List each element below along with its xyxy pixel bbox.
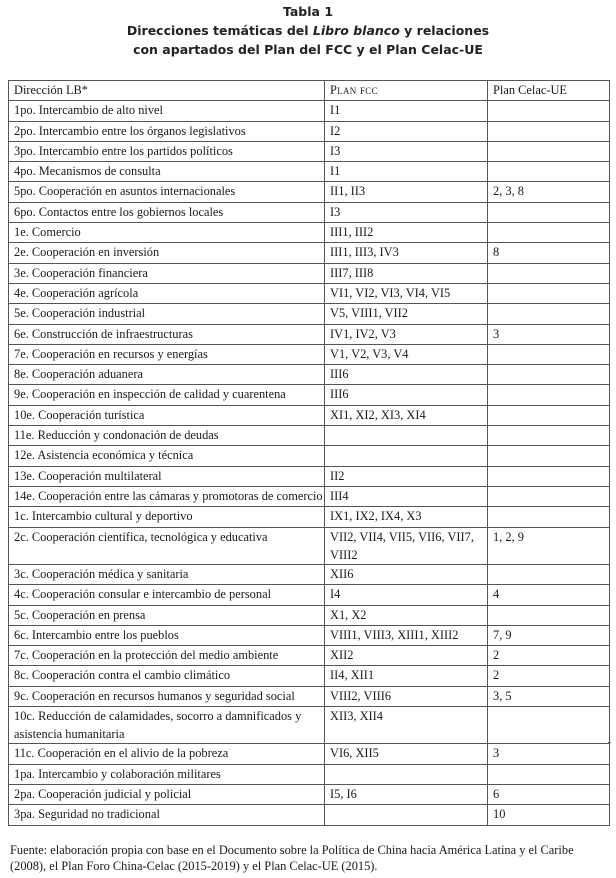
cell-direccion: 3pa. Seguridad no tradicional [9, 805, 325, 825]
cell-plan-celac-ue: 3 [488, 324, 610, 344]
cell-plan-fcc: III1, III3, IV3 [325, 243, 488, 263]
cell-plan-celac-ue [488, 162, 610, 182]
cell-plan-celac-ue: 6 [488, 785, 610, 805]
table-row [9, 365, 610, 385]
cell-plan-fcc: X1, X2 [325, 605, 488, 625]
cell-direccion: 4c. Cooperación consular e intercambio de personal [9, 585, 325, 605]
cell-plan-fcc: XI1, XI2, XI3, XI4 [325, 405, 488, 425]
cell-plan-celac-ue [488, 405, 610, 425]
cell-direccion: 11e. Reducción y condonación de deudas [9, 426, 325, 446]
cell-plan-fcc [325, 764, 488, 784]
table-row [9, 605, 610, 625]
cell-plan-celac-ue [488, 101, 610, 121]
cell-direccion: 8e. Cooperación aduanera [9, 365, 325, 385]
cell-plan-fcc: VI6, XII5 [325, 744, 488, 764]
table-row [9, 785, 610, 805]
table-row [9, 527, 610, 564]
table-row [9, 446, 610, 466]
cell-plan-celac-ue [488, 385, 610, 405]
cell-plan-fcc: I3 [325, 141, 488, 161]
table-row [9, 385, 610, 405]
cell-direccion: 12e. Asistencia económica y técnica [9, 446, 325, 466]
cell-plan-celac-ue: 7, 9 [488, 625, 610, 645]
cell-plan-celac-ue: 2, 3, 8 [488, 182, 610, 202]
table-row [9, 304, 610, 324]
cell-plan-celac-ue [488, 605, 610, 625]
cell-plan-celac-ue [488, 446, 610, 466]
cell-direccion: 6po. Contactos entre los gobiernos locales [9, 202, 325, 222]
cell-direccion: 2po. Intercambio entre los órganos legislativos [9, 121, 325, 141]
cell-plan-celac-ue: 3 [488, 744, 610, 764]
cell-direccion: 7e. Cooperación en recursos y energías [9, 344, 325, 364]
table-row [9, 121, 610, 141]
cell-direccion: 2e. Cooperación en inversión [9, 243, 325, 263]
table-row [9, 283, 610, 303]
cell-plan-fcc: I1 [325, 162, 488, 182]
cell-plan-fcc: III6 [325, 385, 488, 405]
cell-plan-fcc: XII6 [325, 564, 488, 584]
title-part2: y relaciones [399, 23, 490, 38]
cell-direccion: 6e. Construcción de infraestructuras [9, 324, 325, 344]
title-italic: Libro blanco [312, 23, 400, 38]
table-header-row [9, 81, 610, 101]
cell-direccion: 10e. Cooperación turística [9, 405, 325, 425]
table-row [9, 101, 610, 121]
cell-direccion: 14e. Cooperación entre las cámaras y promotoras de comercio [9, 486, 325, 506]
cell-plan-fcc: VIII2, VIII6 [325, 686, 488, 706]
table-row [9, 585, 610, 605]
cell-plan-celac-ue [488, 121, 610, 141]
cell-direccion: 1e. Comercio [9, 223, 325, 243]
cell-direccion: 1po. Intercambio de alto nivel [9, 101, 325, 121]
cell-direccion: 2c. Cooperación científica, tecnológica y educativa [9, 527, 325, 564]
cell-plan-fcc: III4 [325, 486, 488, 506]
cell-plan-fcc: I5, I6 [325, 785, 488, 805]
cell-plan-celac-ue: 8 [488, 243, 610, 263]
column-header-direccion: Dirección LB* [9, 81, 325, 101]
cell-direccion: 8c. Cooperación contra el cambio climático [9, 666, 325, 686]
cell-plan-fcc: I2 [325, 121, 488, 141]
cell-plan-fcc [325, 446, 488, 466]
table-row [9, 564, 610, 584]
cell-plan-fcc: III6 [325, 365, 488, 385]
table-row [9, 182, 610, 202]
table-row [9, 223, 610, 243]
cell-plan-fcc: IV1, IV2, V3 [325, 324, 488, 344]
cell-plan-celac-ue: 1, 2, 9 [488, 527, 610, 564]
cell-plan-fcc: II1, II3 [325, 182, 488, 202]
cell-direccion: 4po. Mecanismos de consulta [9, 162, 325, 182]
cell-plan-celac-ue: 3, 5 [488, 686, 610, 706]
cell-plan-celac-ue [488, 263, 610, 283]
cell-direccion: 3e. Cooperación financiera [9, 263, 325, 283]
cell-direccion: 5e. Cooperación industrial [9, 304, 325, 324]
cell-plan-celac-ue [488, 283, 610, 303]
cell-plan-celac-ue [488, 344, 610, 364]
table-row [9, 324, 610, 344]
table-row [9, 344, 610, 364]
title-part1: Direcciones temáticas del [126, 23, 313, 38]
cell-plan-fcc: V1, V2, V3, V4 [325, 344, 488, 364]
cell-plan-celac-ue [488, 304, 610, 324]
cell-plan-celac-ue [488, 426, 610, 446]
cell-plan-fcc: III7, III8 [325, 263, 488, 283]
table-row [9, 666, 610, 686]
cell-plan-celac-ue: 2 [488, 666, 610, 686]
cell-plan-fcc: III1, III2 [325, 223, 488, 243]
cell-direccion: 3po. Intercambio entre los partidos políticos [9, 141, 325, 161]
table-body [9, 101, 610, 825]
cell-direccion: 4e. Cooperación agrícola [9, 283, 325, 303]
table-row [9, 764, 610, 784]
table-row [9, 744, 610, 764]
cell-direccion: 5po. Cooperación en asuntos internacionales [9, 182, 325, 202]
cell-plan-fcc: I1 [325, 101, 488, 121]
cell-direccion: 11c. Cooperación en el alivio de la pobreza [9, 744, 325, 764]
cell-direccion: 5c. Cooperación en prensa [9, 605, 325, 625]
cell-direccion: 13e. Cooperación multilateral [9, 466, 325, 486]
table-title [0, 21, 616, 59]
table-row [9, 141, 610, 161]
cell-plan-celac-ue: 4 [488, 585, 610, 605]
table-row [9, 162, 610, 182]
table-row [9, 426, 610, 446]
cell-plan-celac-ue [488, 223, 610, 243]
cell-plan-fcc: V5, VIII1, VII2 [325, 304, 488, 324]
table-row [9, 646, 610, 666]
cell-plan-fcc: VI1, VI2, VI3, VI4, VI5 [325, 283, 488, 303]
cell-plan-celac-ue [488, 365, 610, 385]
cell-direccion: 7c. Cooperación en la protección del medio ambiente [9, 646, 325, 666]
cell-plan-celac-ue: 10 [488, 805, 610, 825]
table-row [9, 805, 610, 825]
cell-direccion: 6c. Intercambio entre los pueblos [9, 625, 325, 645]
cell-plan-fcc: II4, XII1 [325, 666, 488, 686]
cell-plan-fcc: IX1, IX2, IX4, X3 [325, 507, 488, 527]
table-row [9, 486, 610, 506]
cell-plan-fcc [325, 426, 488, 446]
cell-plan-fcc [325, 805, 488, 825]
source-note: Fuente: elaboración propia con base en el Documento sobre la Política de China hacia América Latina y el Caribe (2008), el Plan Foro China-Celac (2015-2019) y el Plan Celac-UE (2015). [10, 843, 574, 873]
cell-direccion: 3c. Cooperación médica y sanitaria [9, 564, 325, 584]
cell-plan-fcc: I3 [325, 202, 488, 222]
table-row [9, 625, 610, 645]
table-row [9, 263, 610, 283]
cell-plan-fcc: II2 [325, 466, 488, 486]
cell-plan-fcc: I4 [325, 585, 488, 605]
table-row [9, 202, 610, 222]
table-row [9, 405, 610, 425]
cell-plan-fcc: XII3, XII4 [325, 707, 488, 744]
cell-direccion: 10c. Reducción de calamidades, socorro a damnificados y asistencia humanitaria [9, 707, 325, 744]
table-row [9, 686, 610, 706]
column-header-plan-celac-ue: Plan Celac-UE [488, 81, 610, 101]
cell-direccion: 2pa. Cooperación judicial y policial [9, 785, 325, 805]
table-number: Tabla 1 [282, 4, 334, 19]
column-header-plan-fcc: Plan fcc [325, 81, 488, 101]
cell-plan-celac-ue [488, 764, 610, 784]
cell-plan-celac-ue: 2 [488, 646, 610, 666]
table-row [9, 466, 610, 486]
title-line2: con apartados del Plan del FCC y el Plan Celac-UE [133, 42, 483, 57]
cell-direccion: 1pa. Intercambio y colaboración militares [9, 764, 325, 784]
cell-plan-celac-ue [488, 507, 610, 527]
table-row [9, 707, 610, 744]
cell-direccion: 9e. Cooperación en inspección de calidad y cuarentena [9, 385, 325, 405]
themes-table [8, 80, 610, 826]
cell-plan-celac-ue [488, 202, 610, 222]
table-row [9, 243, 610, 263]
table-row [9, 507, 610, 527]
cell-plan-celac-ue [488, 466, 610, 486]
cell-plan-celac-ue [488, 486, 610, 506]
cell-plan-celac-ue [488, 707, 610, 744]
cell-plan-fcc: VIII1, VIII3, XIII1, XIII2 [325, 625, 488, 645]
cell-plan-celac-ue [488, 564, 610, 584]
margin-mark [608, 742, 611, 743]
cell-plan-celac-ue [488, 141, 610, 161]
cell-direccion: 1c. Intercambio cultural y deportivo [9, 507, 325, 527]
cell-direccion: 9c. Cooperación en recursos humanos y seguridad social [9, 686, 325, 706]
cell-plan-fcc: XII2 [325, 646, 488, 666]
cell-plan-fcc: VII2, VII4, VII5, VII6, VII7, VIII2 [325, 527, 488, 564]
